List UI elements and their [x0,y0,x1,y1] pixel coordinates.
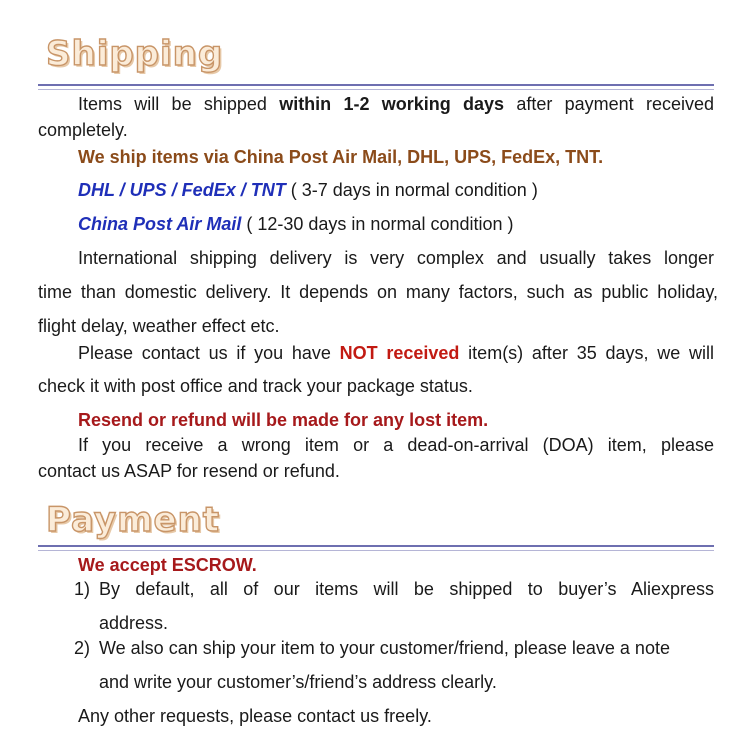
escrow-notice: We accept ESCROW. [78,555,257,575]
payment-item-2-line-2: and write your customer’s/friend’s address clearly. [99,672,497,692]
shipping-time-highlight: within 1-2 working days [279,94,505,114]
contact-line-2: check it with post office and track your package status. [38,376,473,396]
post-delivery-time: China Post Air Mail ( 12-30 days in normal condition ) [78,214,514,234]
shipping-methods: We ship items via China Post Air Mail, DHL, UPS, FedEx, TNT. [78,147,604,167]
payment-item-1-line-1: By default, all of our items will be shipped to buyer’s Aliexpress [99,579,714,599]
intl-line-3: flight delay, weather effect etc. [38,316,280,336]
contact-line-1: Please contact us if you have NOT received item(s) after 35 days, we will [78,343,714,363]
payment-item-1-number: 1) [74,579,91,599]
intl-line-1: International shipping delivery is very complex and usually takes longer [78,248,714,268]
wrong-item-line-2: contact us ASAP for resend or refund. [38,461,340,481]
post-carrier: China Post Air Mail [78,214,242,234]
shipping-line-1: Items will be shipped within 1-2 working days after payment received [78,94,714,114]
payment-heading: Payment [46,500,221,540]
payment-item-2-line-1: We also can ship your item to your customer/friend, please leave a note [99,638,670,658]
payment-item-1-line-2: address. [99,613,169,633]
shipping-divider [38,84,714,90]
other-requests: Any other requests, please contact us freely. [78,706,432,726]
wrong-item-line-1: If you receive a wrong item or a dead-on-arrival (DOA) item, please [78,435,714,455]
resend-notice: Resend or refund will be made for any lost item. [78,410,489,430]
shipping-heading: Shipping [46,34,224,74]
express-delivery-time: DHL / UPS / FedEx / TNT ( 3-7 days in normal condition ) [78,180,538,200]
payment-item-2-number: 2) [74,638,91,658]
payment-divider [38,545,714,551]
express-carriers: DHL / UPS / FedEx / TNT [78,180,286,200]
shipping-line-2: completely. [38,120,128,140]
intl-line-2: time than domestic delivery. It depends on many factors, such as public holiday, [38,282,718,302]
not-received-highlight: NOT received [339,343,460,363]
